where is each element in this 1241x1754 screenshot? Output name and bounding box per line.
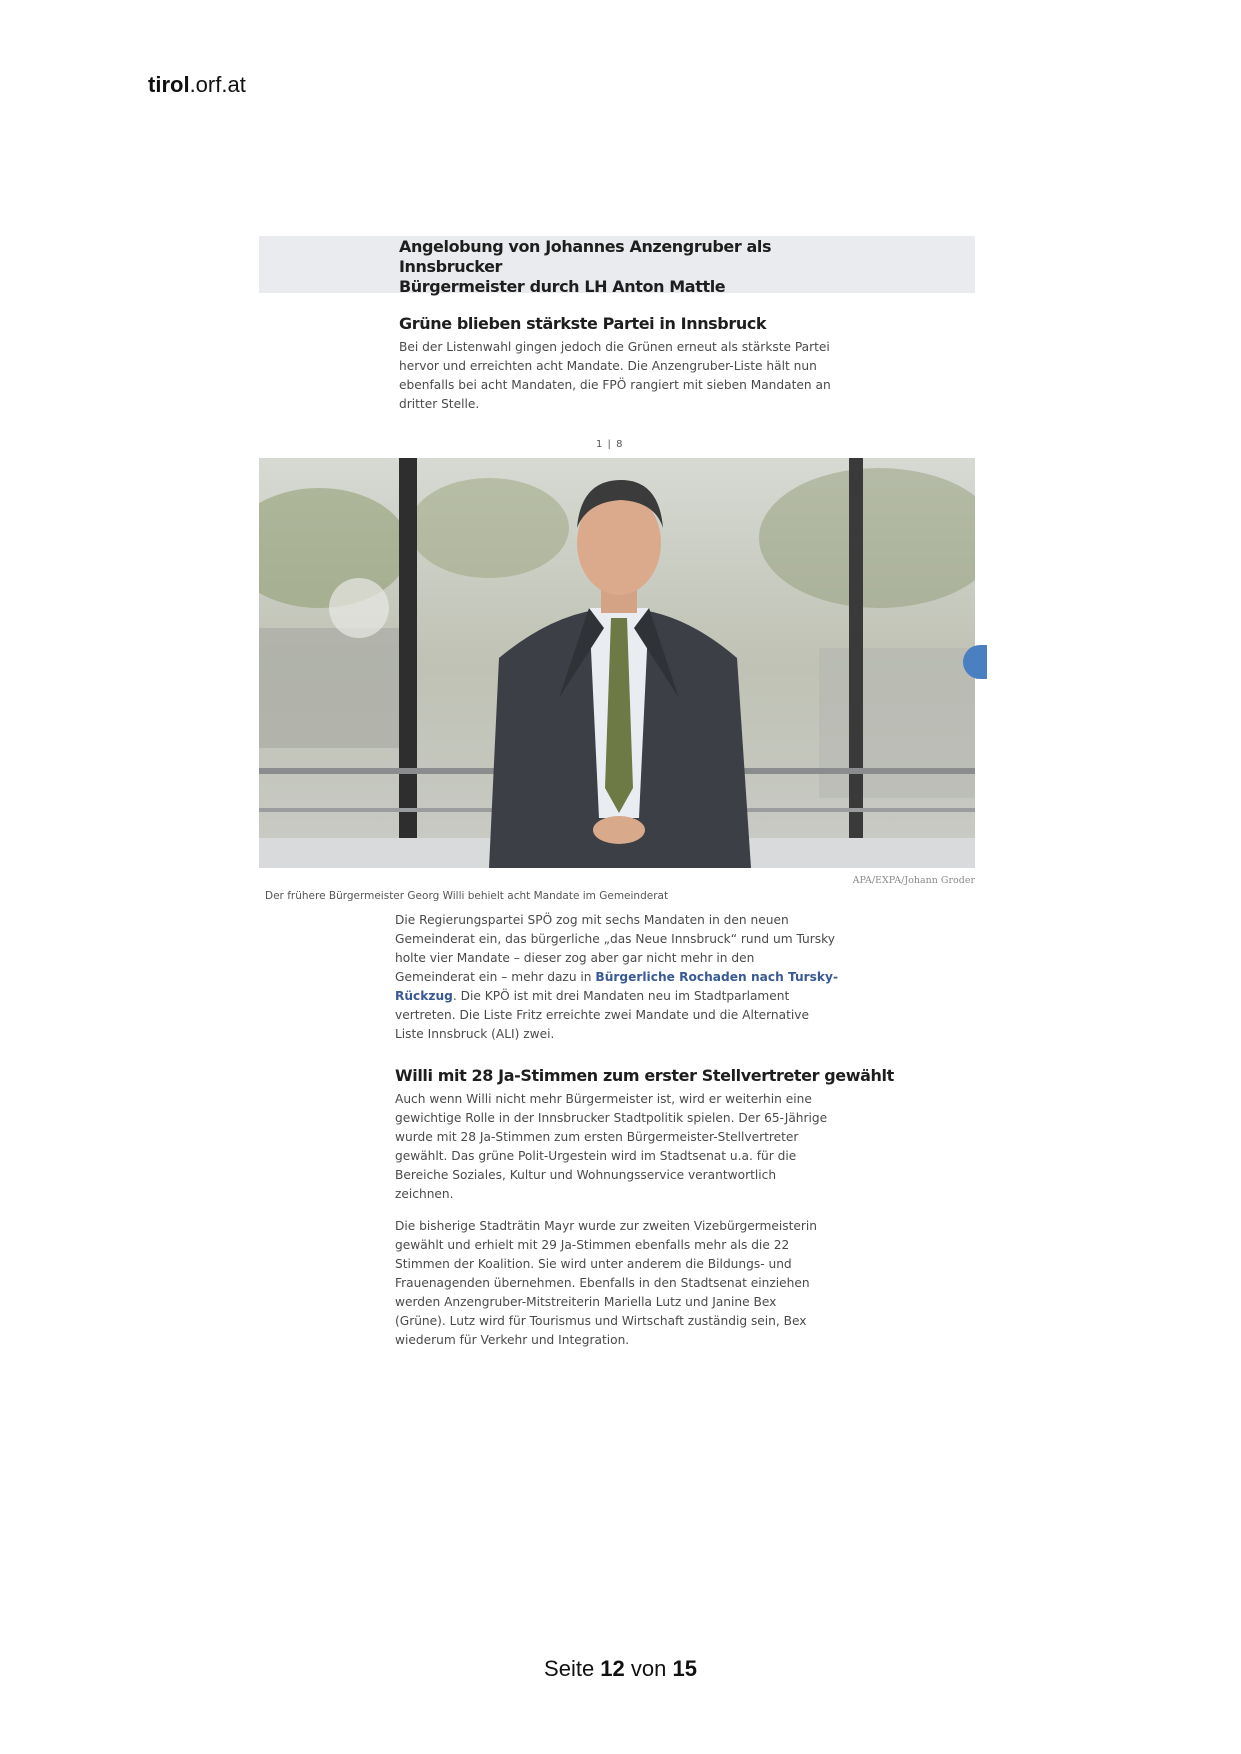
photo-credit: APA/EXPA/Johann Groder (852, 875, 975, 886)
paragraph-line (395, 968, 838, 987)
paragraph-line: wurde mit 28 Ja-Stimmen zum ersten Bürgermeister-Stellvertreter (395, 1130, 799, 1144)
footer-prefix: Seite (544, 1656, 601, 1681)
paragraph-line: gewichtige Rolle in der Innsbrucker Stadtpolitik spielen. Der 65-Jährige (395, 1111, 828, 1125)
photo-caption: Der frühere Bürgermeister Georg Willi behielt acht Mandate im Gemeinderat (265, 890, 669, 902)
footer-middle: von (624, 1656, 673, 1681)
paragraph-line: dritter Stelle. (399, 397, 480, 411)
gallery-caption-line: Bürgermeister durch LH Anton Mattle (399, 277, 726, 296)
site-logo-bold: tirol (148, 72, 190, 97)
page-footer (0, 1656, 1241, 1682)
site-logo-domain: .orf.at (189, 72, 246, 97)
paragraph-line: Bei der Listenwahl gingen jedoch die Grünen erneut als stärkste Partei (399, 340, 830, 354)
paragraph-line: werden Anzengruber-Mitstreiterin Mariella Lutz und Janine Bex (395, 1295, 777, 1309)
footer-page-total: 15 (672, 1656, 697, 1681)
paragraph-line: hervor und erreichten acht Mandate. Die Anzengruber-Liste hält nun (399, 359, 817, 373)
section-paragraph (399, 338, 831, 414)
section-paragraph (395, 911, 838, 1044)
paragraph-line: zeichnen. (395, 1187, 454, 1201)
paragraph-line: Gemeinderat ein, das bürgerliche „das Neue Innsbruck“ rund um Tursky (395, 932, 835, 946)
paragraph-line: Stimmen der Koalition. Sie wird unter anderem die Bildungs- und (395, 1257, 792, 1271)
paragraph-line: vertreten. Die Liste Fritz erreichte zwei Mandate und die Alternative (395, 1008, 809, 1022)
portrait-photo (259, 458, 975, 868)
section-paragraph (395, 1217, 817, 1350)
section-heading: Willi mit 28 Ja-Stimmen zum erster Stellvertreter gewählt (395, 1066, 894, 1085)
paragraph-line (395, 987, 838, 1006)
paragraph-line: Auch wenn Willi nicht mehr Bürgermeister ist, wird er weiterhin eine (395, 1092, 812, 1106)
paragraph-line: wiederum für Verkehr und Integration. (395, 1333, 630, 1347)
paragraph-line: Frauenagenden übernehmen. Ebenfalls in den Stadtsenat einziehen (395, 1276, 810, 1290)
article-link[interactable]: Bürgerliche Rochaden nach Tursky- (595, 970, 839, 984)
paragraph-line: (Grüne). Lutz wird für Tourismus und Wirtschaft zuständig sein, Bex (395, 1314, 807, 1328)
gallery-caption-line: Angelobung von Johannes Anzengruber als Innsbrucker (399, 237, 772, 276)
gallery-caption-title (399, 237, 839, 297)
paragraph-line: gewählt und erhielt mit 29 Ja-Stimmen ebenfalls mehr als die 22 (395, 1238, 790, 1252)
paragraph-line: Die Regierungspartei SPÖ zog mit sechs Mandaten in den neuen (395, 913, 789, 927)
site-logo (148, 72, 246, 98)
paragraph-line: Die bisherige Stadträtin Mayr wurde zur zweiten Vizebürgermeisterin (395, 1219, 818, 1233)
gallery-counter: 1 | 8 (596, 439, 624, 450)
section-heading: Grüne blieben stärkste Partei in Innsbruck (399, 314, 767, 333)
paragraph-line: ebenfalls bei acht Mandaten, die FPÖ rangiert mit sieben Mandaten an (399, 378, 831, 392)
paragraph-line: Liste Innsbruck (ALI) zwei. (395, 1027, 555, 1041)
paragraph-text: . Die KPÖ ist mit drei Mandaten neu im Stadtparlament (452, 989, 790, 1003)
paragraph-line: gewählt. Das grüne Polit-Urgestein wird im Stadtsenat u.a. für die (395, 1149, 797, 1163)
section-paragraph (395, 1090, 827, 1204)
paragraph-text: Gemeinderat ein – mehr dazu in (395, 970, 596, 984)
paragraph-line: holte vier Mandate – dieser zog aber gar nicht mehr in den (395, 951, 755, 965)
article-link[interactable]: Rückzug (395, 989, 453, 1003)
footer-page-number: 12 (600, 1656, 625, 1681)
gallery-photo[interactable] (259, 458, 975, 868)
paragraph-line: Bereiche Soziales, Kultur und Wohnungsservice verantwortlich (395, 1168, 777, 1182)
